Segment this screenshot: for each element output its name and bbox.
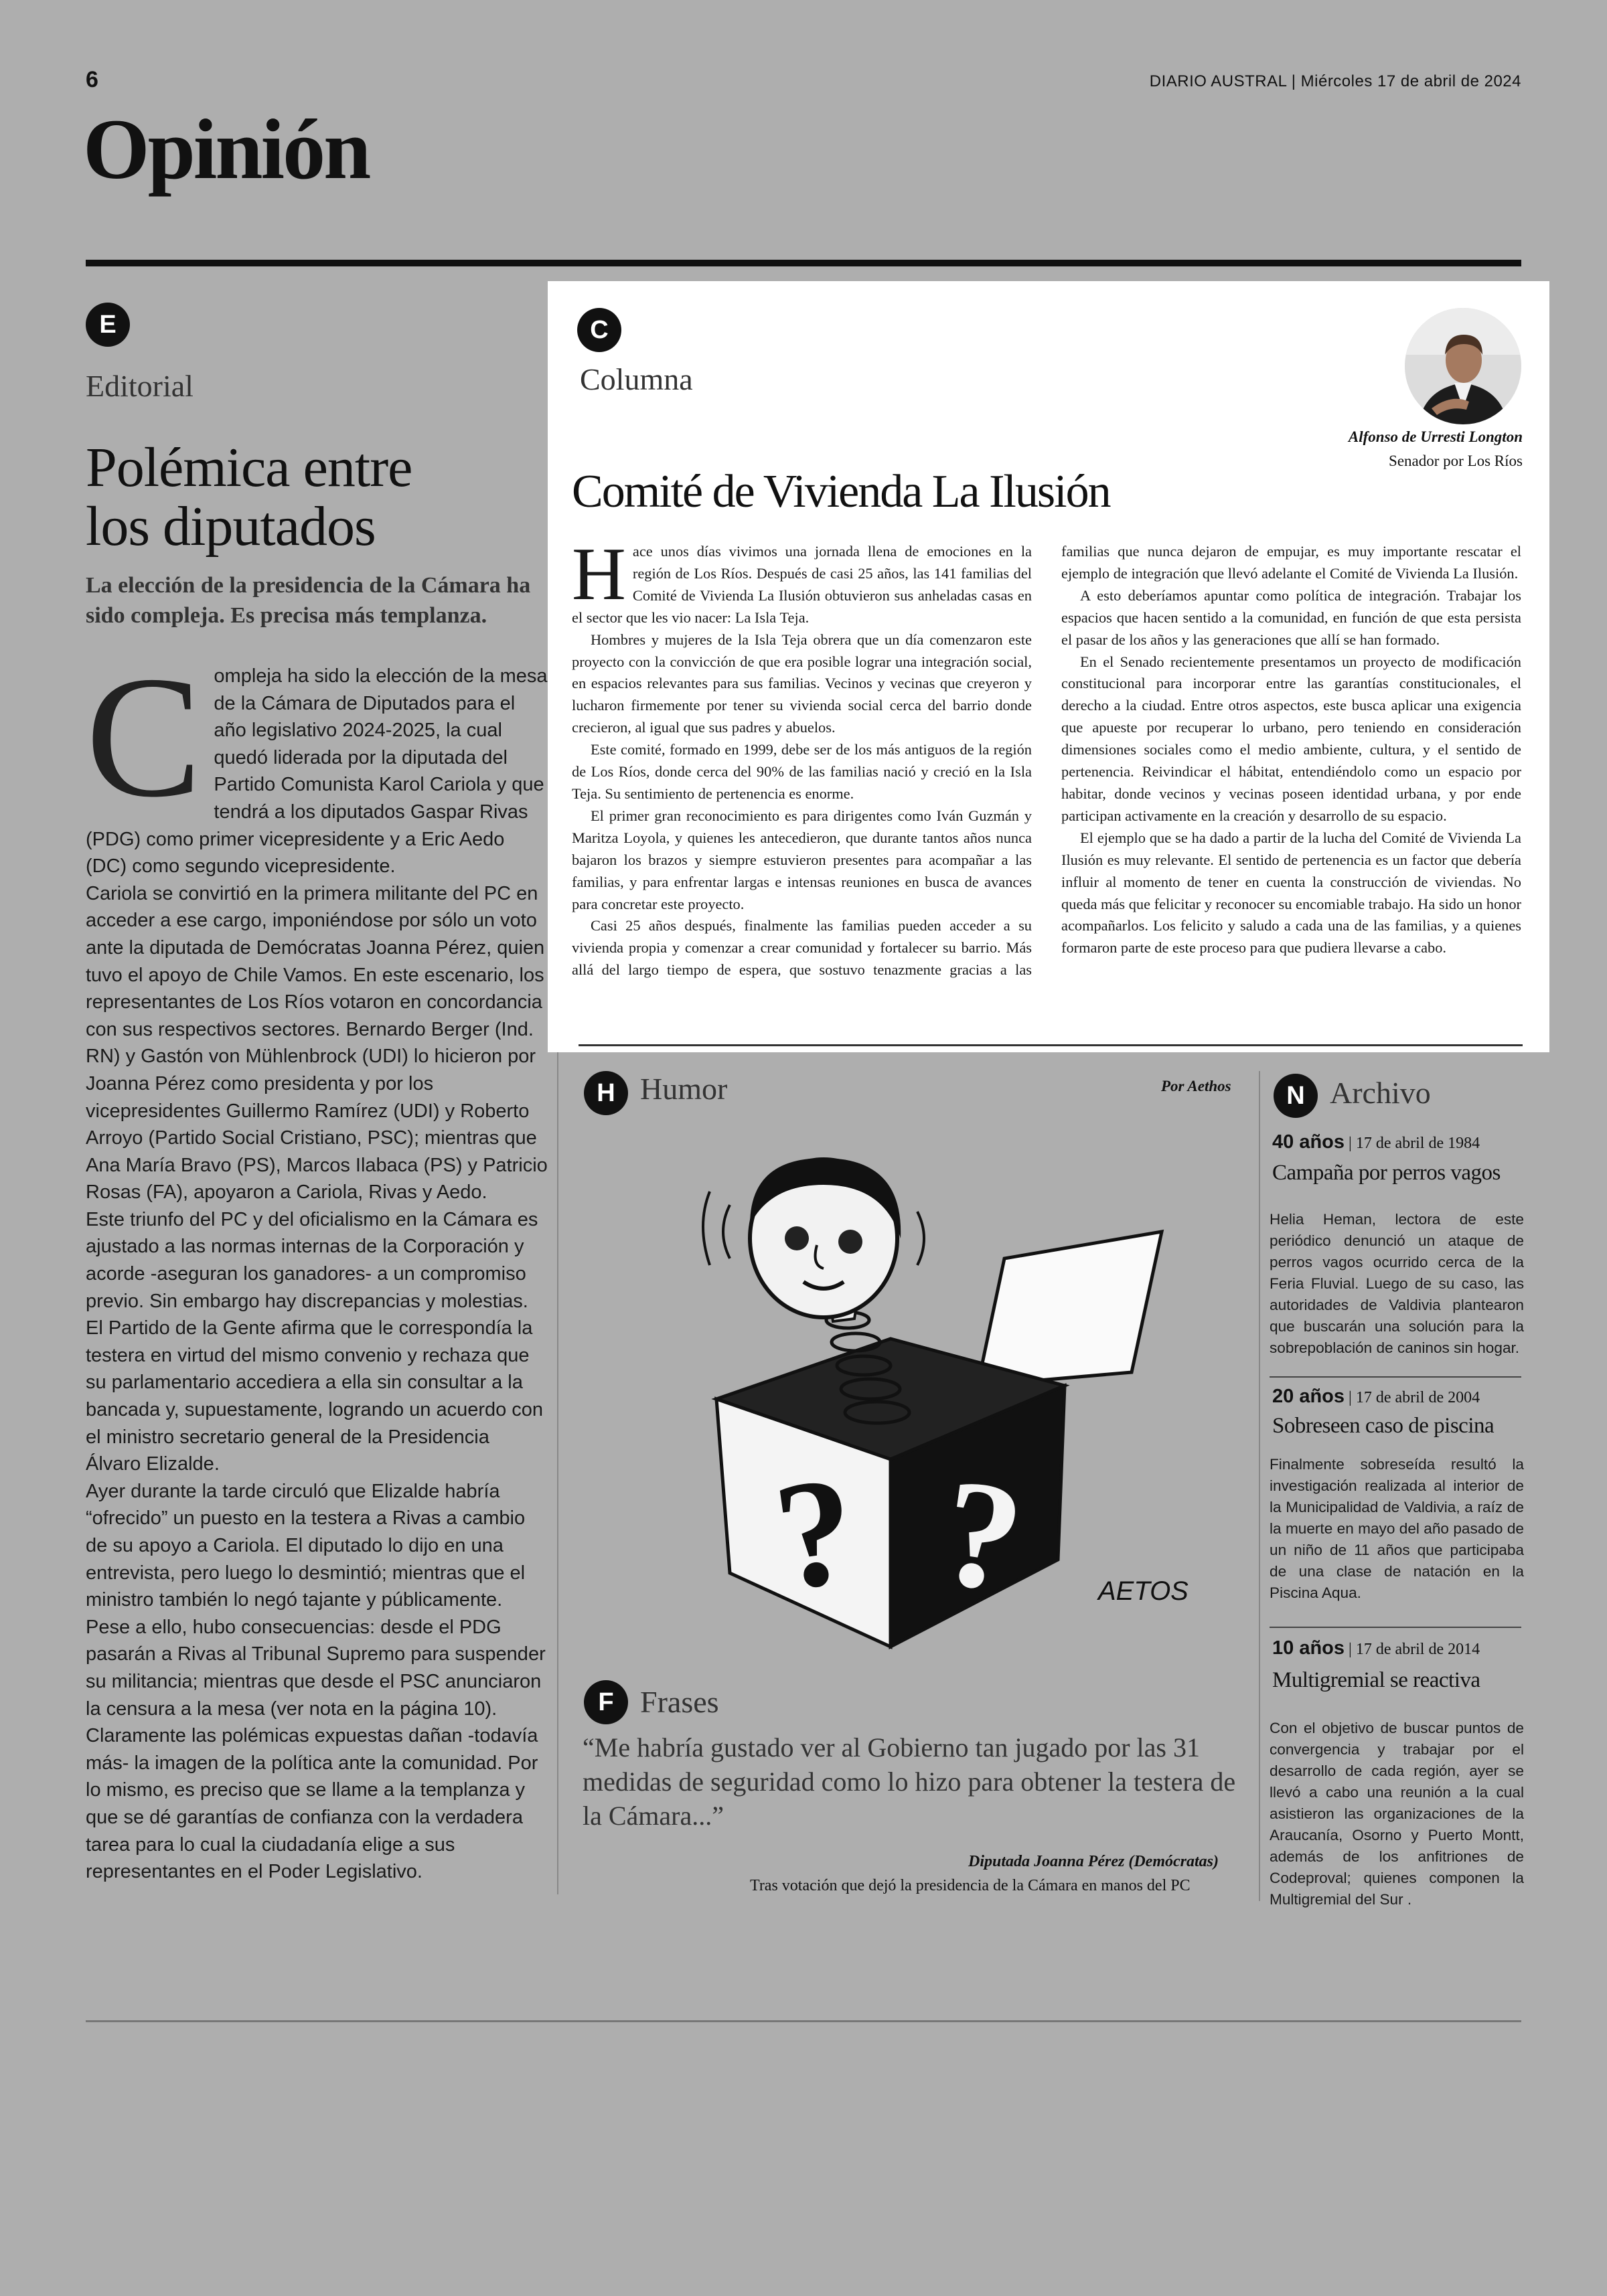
- masthead: DIARIO AUSTRAL | Miércoles 17 de abril de 2024: [1149, 72, 1521, 90]
- editorial-dropcap: C: [86, 641, 202, 833]
- humor-label: Humor: [640, 1072, 728, 1106]
- column-title: Comité de Vivienda La Ilusión: [572, 466, 1110, 517]
- column-label: Columna: [580, 362, 693, 396]
- frases-context: Tras votación que dejó la presidencia de la Cámara en manos del PC: [750, 1877, 1191, 1894]
- column-body: [572, 533, 1522, 1036]
- page-number: 6: [86, 67, 98, 92]
- frases-author: Diputada Joanna Pérez (Demócratas): [968, 1853, 1219, 1870]
- frases-label: Frases: [640, 1685, 719, 1719]
- archivo-item-header: 40 años | 17 de abril de 1984: [1272, 1131, 1480, 1153]
- column-paragraph: A esto deberíamos apuntar como política de integración. Trabajar los espacios que hacen sentido a la comunidad, en función de que esta persista el pasar de los años y las generaciones que allí se han formado.: [1061, 586, 1521, 648]
- archivo-date: 17 de abril de 2004: [1355, 1389, 1480, 1406]
- editorial-subtitle: La elección de la presidencia de la Cámara ha sido compleja. Es precisa más templanza.: [86, 573, 531, 628]
- section-title: Opinión: [83, 102, 370, 197]
- humor-badge-icon: H: [584, 1071, 628, 1115]
- column-paragraph: Este comité, formado en 1999, debe ser de los más antiguos de la región de Los Ríos, donde cerca del 90% de las familias nació y creció en la Isla Teja. Su sentimiento de pertenencia es enorme.: [572, 741, 1032, 802]
- header-rule: [86, 260, 1521, 266]
- archivo-separator: [1270, 1376, 1521, 1378]
- editorial-title: [86, 438, 541, 556]
- archivo-divider: [1259, 1071, 1260, 1901]
- editorial-paragraph: Cariola se convirtió en la primera militante del PC en acceder a ese cargo, imponiéndose por sólo un voto ante la diputada de Demócratas Joanna Pérez, quien tuvo el apoyo de Chile Vamos. En este escenario, los representantes de Los Ríos votaron en concordancia con sus respectivos sectores. Bernardo Berger (Ind. RN) y Gastón von Mühlenbrock (UDI) lo hicieron por Joanna Pérez como presidenta y por los vicepresidentes Guillermo Ramírez (UDI) y Roberto Arroyo (Partido Social Cristiano, PSC); mientras que Ana María Bravo (PS), Marcos Ilabaca (PS) y Patricio Rosas (FA), apoyaron a Cariola, Rivas y Aedo.: [86, 882, 548, 1204]
- column-badge-icon: C: [577, 308, 621, 352]
- editorial-body: [86, 641, 548, 1886]
- editorial-paragraph: [86, 641, 548, 880]
- svg-text:?: ?: [932, 1445, 1032, 1625]
- archivo-item-header: 20 años | 17 de abril de 2004: [1272, 1386, 1480, 1407]
- issue-date: Miércoles 17 de abril de 2024: [1300, 72, 1521, 90]
- editorial-paragraph: Ayer durante la tarde circuló que Elizalde habría “ofrecido” un puesto en la testera a Rivas a cambio de su apoyo a Cariola. El diputado lo dijo en una entrevista, pero luego lo desmintió; mientras que el ministro también lo negó tajante y públicamente. Pese a ello, hubo consecuencias: desde el PDG pasarán a Rivas al Tribunal Supremo para suspender su militancia; mientras que desde el PSC anunciaron la censura a la mesa (ver nota en la página 10).: [86, 1480, 546, 1720]
- column-dropcap: H: [572, 533, 626, 616]
- newspaper-name: DIARIO AUSTRAL: [1149, 72, 1287, 90]
- author-name: Alfonso de Urresti Longton: [1348, 428, 1523, 445]
- archivo-separator: [1270, 1627, 1521, 1628]
- column-paragraph: Hombres y mujeres de la Isla Teja obrera que un día comenzaron este proyecto con la convicción de que era posible lograr una integración social, en espacios relevantes para sus familias. Vecinos y vecinas que creyeron y lucharon firmemente por tener su vivienda social cerca del barrio donde crecieron, al igual que sus padres y abuelos.: [572, 631, 1032, 736]
- frases-quote: “Me habría gustado ver al Gobierno tan jugado por las 31 medidas de seguridad como lo hizo para obtener la testera de la Cámara...”: [583, 1732, 1236, 1831]
- author-role: Senador por Los Ríos: [1389, 453, 1523, 469]
- svg-text:?: ?: [765, 1443, 866, 1623]
- archivo-label: Archivo: [1330, 1076, 1431, 1110]
- frases-badge-icon: F: [584, 1680, 628, 1724]
- archivo-item-text: Con el objetivo de buscar puntos de convergencia y trabajar por el desarrollo de cada región, ayer se llevó a cabo una reunión a la cual asistieron las organizaciones de la Araucanía, Osorno y Puerto Montt, además de los anfitriones de Codeproval; quienes componen la Multigremial del Sur .: [1270, 1720, 1524, 1908]
- archivo-badge-icon: N: [1274, 1074, 1318, 1118]
- column-rule: [579, 1044, 1523, 1046]
- column-paragraph: En el Senado recientemente presentamos un proyecto de modificación constitucional para incorporar entre las garantías constitucionales, el derecho a la ciudad. Entre otros aspectos, este busca aplicar una exigencia que apueste por recuperar lo urbano, pero teniendo en consideración dimensiones sociales como el medio ambiente, cultura, y el sentido de pertenencia. Reivindicar el hábitat, entendiéndolo como un espacio por habitar, donde vecinos y vecinas poseen identidad urbana, y por ende participan activamente en la creación y desarrollo de su espacio.: [1061, 653, 1521, 824]
- archivo-years: 10 años: [1272, 1637, 1345, 1659]
- archivo-years: 40 años: [1272, 1131, 1345, 1153]
- column-paragraph: [572, 533, 1032, 629]
- cartoon-illustration: [603, 1131, 1239, 1667]
- column-paragraph: El primer gran reconocimiento es para dirigentes como Iván Guzmán y Maritza Loyola, y quienes les antecedieron, que durante tantos años nunca bajaron los brazos y siempre estuvieron presentes para acompañar a las familias, y para enfrentar largas e intensas reuniones en busca de avances para concretar este proyecto.: [572, 807, 1032, 912]
- editorial-paragraph: Claramente las polémicas expuestas dañan -todavía más- la imagen de la política ante la comunidad. Por lo mismo, es preciso que se llame a la templanza y que se dé garantías de confianza con la verdadera tarea para lo cual la ciudadanía elige a sus representantes en el Poder Legislativo.: [86, 1725, 538, 1883]
- archivo-item-title: Sobreseen caso de piscina: [1272, 1414, 1495, 1438]
- editorial-title-line: los diputados: [86, 495, 376, 558]
- archivo-item-header: 10 años | 17 de abril de 2014: [1272, 1637, 1480, 1659]
- editorial-badge-icon: E: [86, 303, 130, 347]
- editorial-paragraph-text: ompleja ha sido la elección de la mesa de la Cámara de Diputados para el año legislativo 2024-2025, la cual quedó liderada por la diputada del Partido Comunista Karol Cariola y que tendrá a los diputados Gaspar Rivas (PDG) como primer vicepresidente y a Eric Aedo (DC) como segundo vicepresidente.: [86, 665, 548, 878]
- editorial-paragraph: Este triunfo del PC y del oficialismo en la Cámara es ajustado a las normas internas de la Corporación y acorde -aseguran los ganadores- a un compromiso previo. Sin embargo hay discrepancias y molestias. El Partido de la Gente afirma que le correspondía la testera en virtud del mismo convenio y rechaza que su parlamentario accediera a ella sin consultar a la bancada y, supuestamente, logrando un acuerdo con el ministro secretario general de la Presidencia Álvaro Elizalde.: [86, 1208, 544, 1475]
- column-paragraph-text: ace unos días vivimos una jornada llena de emociones en la región de Los Ríos. Después de casi 25 años, las 141 familias del Comité de Vivienda La Ilusión obtuvieron sus anheladas casas en el sector que les vio nacer: La Isla Teja.: [572, 543, 1032, 626]
- archivo-item-title: Multigremial se reactiva: [1272, 1668, 1480, 1692]
- column-paragraph: El ejemplo que se ha dado a partir de la lucha del Comité de Vivienda La Ilusión es muy relevante. El sentido de pertenencia es un factor que debería influir al momento de tener en cuenta la construcción de viviendas. No queda más que felicitar y reconocer su encomiable trabajo. Ha sido un honor acompañarlos. Los felicito y saludo a cada una de las familias, y a quienes formaron parte de este proceso para que pudiera llevarse a cabo.: [1061, 829, 1522, 957]
- author-avatar: [1405, 308, 1521, 424]
- footer-rule: [86, 2020, 1521, 2022]
- archivo-date: 17 de abril de 2014: [1355, 1641, 1480, 1658]
- cartoon-signature: AETOS: [1098, 1576, 1189, 1606]
- editorial-label: Editorial: [86, 369, 194, 403]
- column-paragraph: Casi 25 años después, finalmente las familias pueden acceder a su vivienda propia y comenzar a crear comunidad y fortalecer su barrio. Más allá del largo tiempo de espera, que sostuvo tenazmente gracias a las familias que nunca dejaron de empujar, es muy importante rescatar el ejemplo de integración que llevó adelante el Comité de Vivienda La Ilusión.: [572, 543, 1521, 979]
- editorial-title-line: Polémica entre: [86, 436, 412, 499]
- archivo-item-text: Finalmente sobreseída resultó la investigación realizada al interior de la Municipalidad de Valdivia, a raíz de la muerte en mayo del año pasado de un niño de 11 años que participaba de una clase de natación en la Piscina Aqua.: [1270, 1456, 1524, 1601]
- humor-byline: Por Aethos: [1161, 1078, 1231, 1094]
- archivo-years: 20 años: [1272, 1386, 1345, 1407]
- column-divider: [557, 1051, 558, 1894]
- archivo-item-text: Helia Heman, lectora de este periódico denunció un ataque de perros vagos ocurrido cerca de la Feria Fluvial. Luego de su caso, las autoridades de Valdivia plantearon que buscarán una solución para la sobrepoblación de caninos sin hogar.: [1270, 1211, 1524, 1356]
- archivo-date: 17 de abril de 1984: [1355, 1135, 1480, 1152]
- archivo-item-title: Campaña por perros vagos: [1272, 1161, 1501, 1185]
